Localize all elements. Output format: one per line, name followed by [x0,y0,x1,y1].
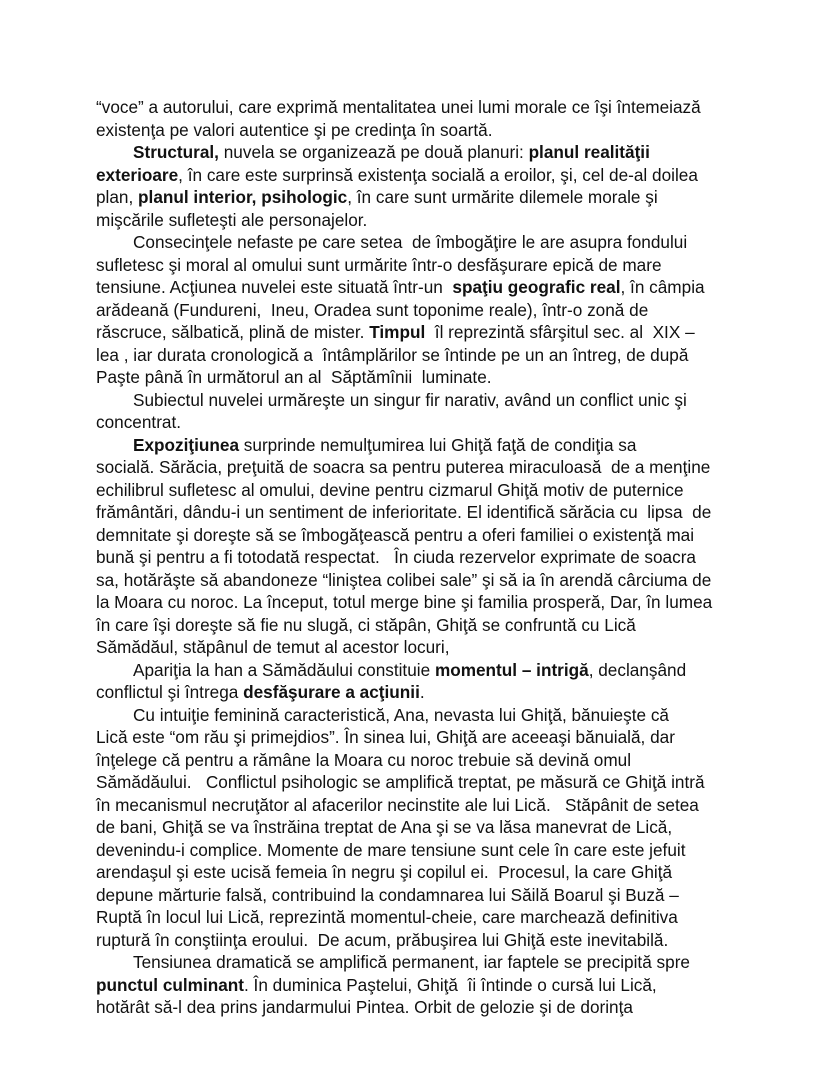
text-segment: răscruce, sălbatică, plină de mister. [96,322,370,342]
text-segment: Apariţia la han a Sămădăului constituie [133,659,435,680]
text-line [96,479,776,502]
text-segment: “voce” a autorului, care exprimă mentalitatea unei lumi morale ce îşi întemeiază [96,97,701,117]
bold-term: desfăşurare a acţiunii [243,682,420,702]
text-segment: , în care este surprinsă existenţa socială a eroilor, şi, cel de-al doilea [178,164,698,185]
text-segment: Tensiunea dramatică se amplifică permanent, iar faptele se precipită spre [133,952,690,972]
text-line [96,681,776,704]
text-line [96,974,776,997]
text-segment: Sămădăul, stăpânul de temut al acestor locuri, [96,637,450,657]
text-segment: sufletesc şi moral al omului sunt urmărite într-o desfăşurare epică de mare [96,254,662,275]
text-segment: concentrat. [96,412,182,432]
text-line [96,996,776,1019]
text-line [96,141,776,164]
document-page [96,96,776,1019]
text-segment: tensiune. Acţiunea nuvelei este situată într-un [96,277,453,297]
text-line [96,749,776,772]
text-line [96,411,776,434]
text-line [96,366,776,389]
text-segment: , în care sunt urmărite dilemele morale şi [347,187,658,207]
text-line [96,546,776,569]
text-segment: , declanşând [588,659,687,680]
text-segment: în care îşi doreşte să fie nu slugă, ci stăpân, Ghiţă se confruntă cu Lică [96,614,636,635]
text-segment: devenindu-i complice. Momente de mare tensiune sunt cele în care este jefuit [96,839,686,860]
text-segment: conflictul şi întrega [96,682,244,702]
text-segment: Lică este “om rău şi primejdios”. În sinea lui, Ghiţă are aceeaşi bănuială, dar [96,727,675,747]
text-segment: demnitate şi doreşte să se îmbogăţească pentru a oferi familiei o existenţă mai [96,524,695,545]
text-line [96,794,776,817]
text-line [96,839,776,862]
text-line [96,951,776,974]
text-segment: de bani, Ghiţă se va înstrăina treptat de Ana şi se va lăsa manevrat de Lică, [96,817,673,837]
text-segment: . [419,682,425,702]
text-segment: mişcările sufleteşti ale personajelor. [96,209,368,230]
text-line [96,344,776,367]
text-segment: nuvela se organizează pe două planuri: [218,142,529,162]
bold-term: punctul culminant [96,974,244,995]
text-line [96,636,776,659]
text-segment: depune mărturie falsă, contribuind la condamnarea lui Săilă Boarul şi Buză – [96,884,679,905]
text-segment: sa, hotărăşte să abandoneze “liniştea colibei sale” şi să ia în arendă cârciuma de [96,569,712,590]
bold-term: Expoziţiunea [133,434,240,455]
text-line [96,524,776,547]
text-segment: , în câmpia [620,277,705,297]
text-line [96,704,776,727]
text-segment: Sămădăului. Conflictul psihologic se amplifică treptat, pe măsură ce Ghiţă intră [96,772,705,792]
text-segment: socială. Sărăcia, preţuită de soacra sa pentru puterea miraculoasă de a menţine [96,457,711,477]
bold-term: spaţiu geografic real [452,277,621,297]
text-line [96,254,776,277]
text-line [96,231,776,254]
text-line [96,726,776,749]
text-line [96,389,776,412]
text-line [96,119,776,142]
text-line [96,929,776,952]
text-line [96,884,776,907]
text-segment: Subiectul nuvelei urmăreşte un singur fir narativ, având un conflict unic şi [133,389,687,410]
text-line [96,164,776,187]
text-line [96,816,776,839]
bold-term: planul interior, psihologic [138,187,348,207]
text-segment: la Moara cu noroc. La început, totul merge bine şi familia prosperă, Dar, în lumea [96,592,713,612]
text-segment: . În duminica Paştelui, Ghiţă îi întinde o cursă lui Lică, [244,974,657,995]
text-line [96,906,776,929]
text-segment: arădeană (Fundureni, Ineu, Oradea sunt toponime reale), într-o zonă de [96,299,649,320]
text-segment: bună şi pentru a fi totodată respectat. În ciuda rezervelor exprimate de soacra [96,547,696,567]
text-line [96,456,776,479]
text-segment: Consecinţele nefaste pe care setea de îmbogăţire le are asupra fondului [133,232,688,252]
text-line [96,96,776,119]
text-line [96,299,776,322]
bold-term: exterioare [96,164,179,185]
text-line [96,434,776,457]
text-line [96,276,776,299]
text-line [96,861,776,884]
text-segment: Ruptă în locul lui Lică, reprezintă momentul-cheie, care marchează definitiva [96,907,678,927]
text-line [96,569,776,592]
text-line [96,771,776,794]
bold-term: planul realităţii [528,142,650,162]
text-segment: hotărât să-l dea prins jandarmului Pintea. Orbit de gelozie şi de dorinţa [96,997,633,1017]
text-line [96,501,776,524]
bold-term: Structural, [133,142,219,162]
text-segment: lea , iar durata cronologică a întâmplărilor se întinde pe un an întreg, de după [96,344,689,365]
text-line [96,209,776,232]
bold-term: Timpul [369,322,426,342]
text-line [96,186,776,209]
text-line [96,591,776,614]
text-segment: arendaşul şi este ucisă femeia în negru şi copilul ei. Procesul, la care Ghiţă [96,862,673,882]
text-segment: surprinde nemulţumirea lui Ghiţă faţă de condiţia sa [239,434,637,455]
text-segment: ruptură în conştiinţa eroului. De acum, prăbuşirea lui Ghiţă este inevitabilă. [96,929,669,950]
bold-term: momentul – intrigă [434,659,589,680]
text-line [96,614,776,637]
text-segment: existenţa pe valori autentice şi pe credinţa în soartă. [96,119,493,140]
text-segment: îl reprezintă sfârşitul sec. al XIX – [425,322,695,342]
text-segment: Paşte până în următorul an al Săptămînii luminate. [96,367,492,387]
text-segment: plan, [96,187,139,207]
text-segment: înţelege că pentru a rămâne la Moara cu noroc trebuie să devină omul [96,749,632,770]
text-segment: echilibrul sufletesc al omului, devine pentru cizmarul Ghiţă motiv de puternice [96,479,684,500]
text-segment: frământări, dându-i un sentiment de inferioritate. El identifică sărăcia cu lipsa de [96,502,712,522]
text-line [96,321,776,344]
text-segment: Cu intuiţie feminină caracteristică, Ana, nevasta lui Ghiţă, bănuieşte că [133,704,669,725]
text-segment: în mecanismul necruţător al afacerilor necinstite ale lui Lică. Stăpânit de setea [96,794,699,815]
text-line [96,659,776,682]
